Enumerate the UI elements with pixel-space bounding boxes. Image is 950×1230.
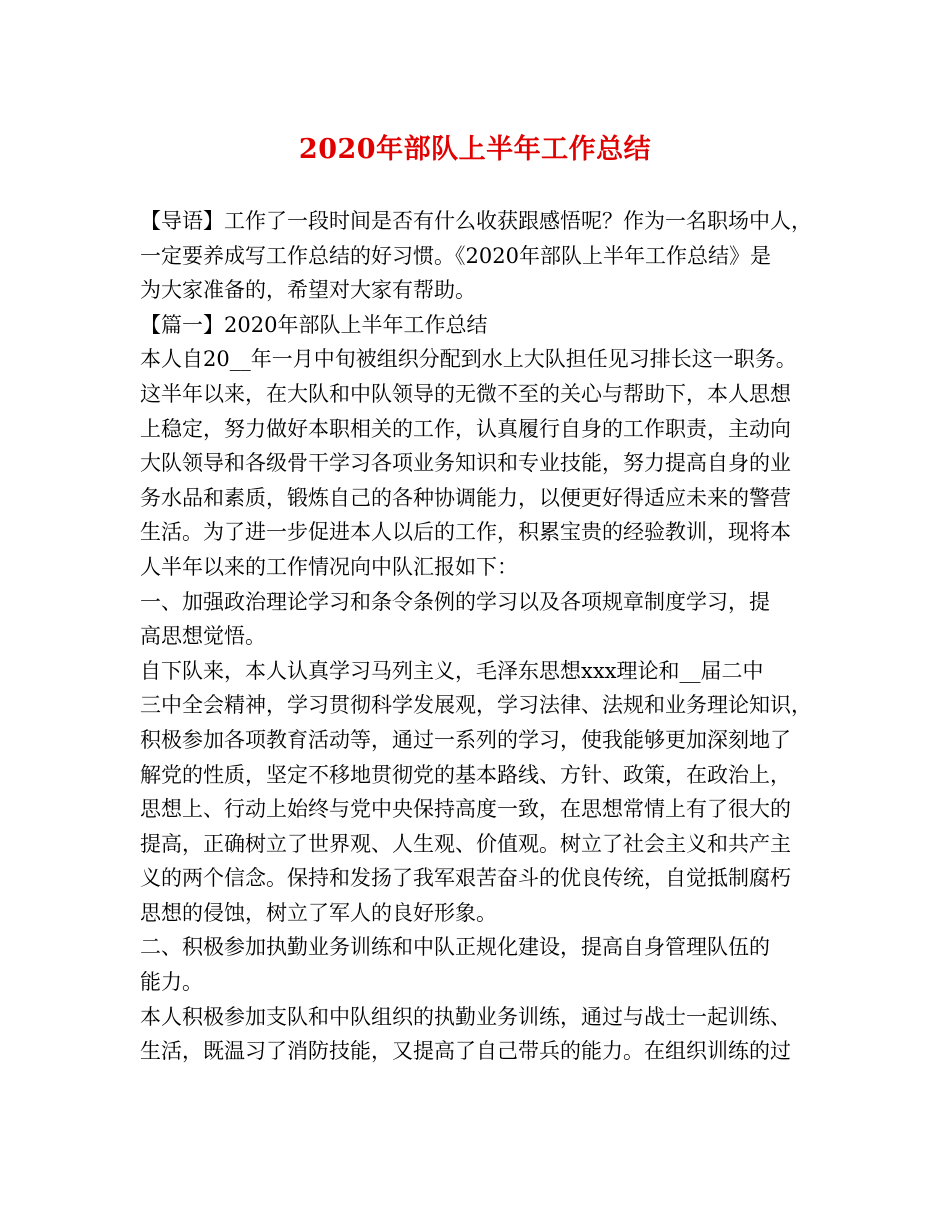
body-text-line: 生活，既温习了消防技能，又提高了自己带兵的能力。在组织训练的过 — [140, 1039, 791, 1064]
body-text-line: 义的两个信念。保持和发扬了我军艰苦奋斗的优良传统，自觉抵制腐朽 — [140, 866, 791, 891]
body-text-line: 本人自20__年一月中旬被组织分配到水上大队担任见习排长这一职务。 — [140, 347, 797, 372]
body-text-line: 能力。 — [140, 970, 203, 995]
body-text-line: 思想上、行动上始终与党中央保持高度一致，在思想常情上有了很大的 — [140, 797, 791, 822]
body-text-line: 务水品和素质，锻炼自己的各种协调能力，以便更好得适应未来的警营 — [140, 485, 791, 510]
body-text-line: 思想的侵蚀，树立了军人的良好形象。 — [140, 900, 497, 925]
body-text-line: 三中全会精神，学习贯彻科学发展观，学习法律、法规和业务理论知识， — [140, 693, 812, 718]
document-title: 2020年部队上半年工作总结 — [298, 134, 652, 165]
body-text-line: 一定要养成写工作总结的好习惯。《2020年部队上半年工作总结》是 — [140, 243, 771, 268]
body-text-line: 上稳定，努力做好本职相关的工作，认真履行自身的工作职责，主动向 — [140, 416, 791, 441]
body-text-line: 高思想觉悟。 — [140, 624, 266, 649]
body-text-line: 二、积极参加执勤业务训练和中队正规化建设，提高自身管理队伍的 — [140, 935, 770, 960]
document-body — [140, 204, 830, 1069]
body-text-line: 大队领导和各级骨干学习各项业务知识和专业技能，努力提高自身的业 — [140, 451, 791, 476]
body-text-line: 【篇一】2020年部队上半年工作总结 — [140, 312, 488, 337]
body-text-line: 自下队来，本人认真学习马列主义，毛泽东思想xxx理论和__届二中 — [140, 658, 764, 683]
body-text-line: 人半年以来的工作情况向中队汇报如下： — [140, 554, 518, 579]
body-text-line: 积极参加各项教育活动等，通过一系列的学习，使我能够更加深刻地了 — [140, 727, 791, 752]
body-text-line: 提高，正确树立了世界观、人生观、价值观。树立了社会主义和共产主 — [140, 831, 791, 856]
body-text-line: 这半年以来，在大队和中队领导的无微不至的关心与帮助下，本人思想 — [140, 381, 791, 406]
body-text-line: 为大家准备的，希望对大家有帮助。 — [140, 278, 476, 303]
body-text-line: 【导语】工作了一段时间是否有什么收获跟感悟呢？作为一名职场中人， — [140, 209, 812, 233]
body-text-line: 一、加强政治理论学习和条令条例的学习以及各项规章制度学习，提 — [140, 589, 770, 614]
body-text-line: 生活。为了进一步促进本人以后的工作，积累宝贵的经验教训，现将本 — [140, 520, 791, 545]
body-text-line: 解党的性质，坚定不移地贯彻党的基本路线、方针、政策，在政治上， — [140, 762, 791, 787]
body-text-line: 本人积极参加支队和中队组织的执勤业务训练，通过与战士一起训练、 — [140, 1004, 791, 1029]
